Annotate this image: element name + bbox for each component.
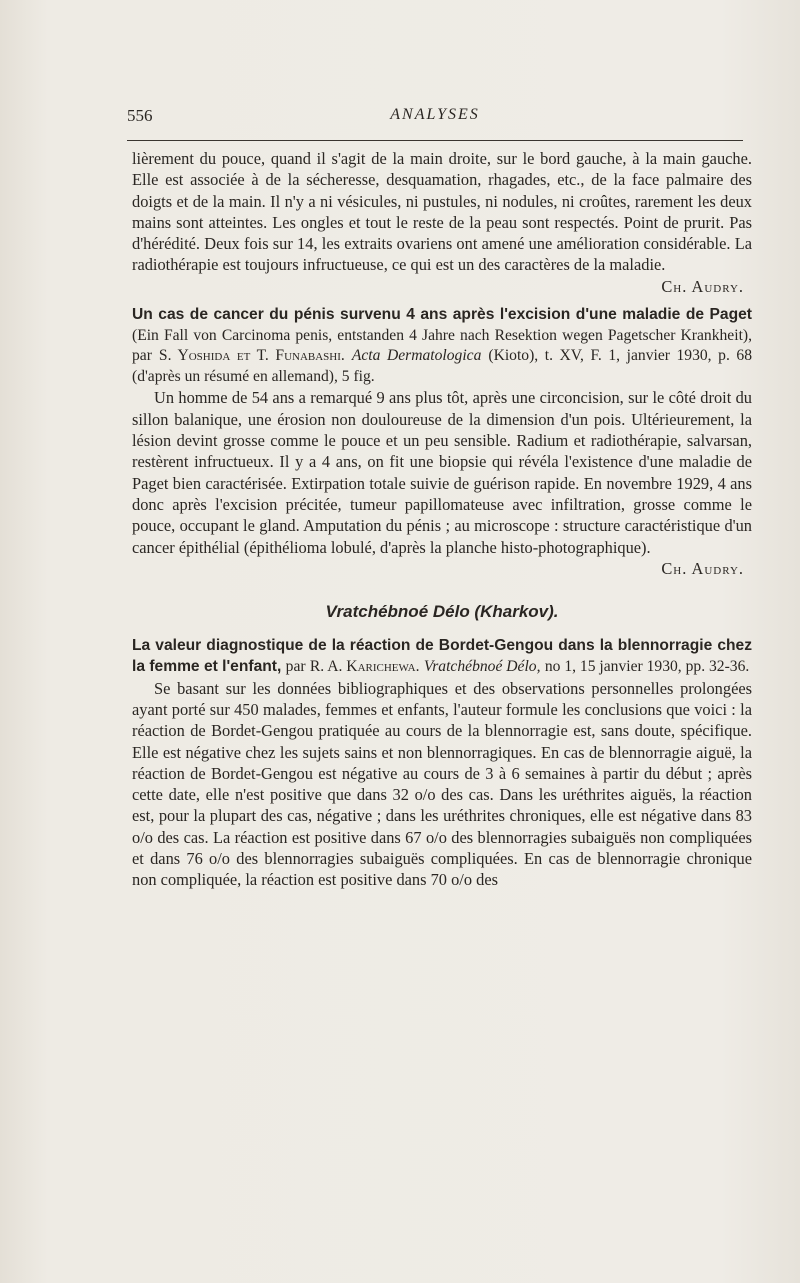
article1-title: Un cas de cancer du pénis survenu 4 ans après l'excision d'une maladie de Paget — [132, 306, 752, 324]
page-header — [127, 106, 743, 132]
article2-body: Se basant sur les données bibliographiques et des observations personnelles prolongées ayant porté sur 450 malades, femmes et enfants, l'auteur formule les conclusions que voici : la réaction de Bordet-Gengou pratiquée au cours de la blennorragie est, sans doute, spécifique. Elle est négative chez les sujets sains et non blennorragiques. En cas de blennorragie aiguë, la réaction de Bordet-Gengou est négative au cours de 3 à 6 semaines à partir du début ; après cette date, elle n'est positive que dans 32 o/o des cas. Dans les uréthrites aiguës, la réaction est, pour la plupart des cas, négative ; dans les uréthrites chroniques, elle est négative dans 83 o/o des cas. La réaction est positive dans 67 o/o des blennorragies subaiguës non compliquées et dans 76 o/o des blennorragies subaiguës compliquées. En cas de blennorragie chronique non compliquée, la réaction est positive dans 70 o/o des — [132, 678, 752, 890]
page-number: 556 — [127, 106, 153, 125]
article2-journal: Vratchébnoé Délo, — [423, 658, 541, 676]
article1-authors: S. Yoshida et T. Funabashi. — [158, 347, 345, 365]
continuation-paragraph: lièrement du pouce, quand il s'agit de la main droite, sur le bord gauche, à la main gauche. Elle est associée à de la sécheresse, desquamation, rhagades, etc., de la face palmaire des doigts et de la main. Il n'y a ni vésicules, ni pustules, ni nodules, ni croûtes, rarement les deux mains sont atteintes. Les ongles et tout le reste de la peau sont respectés. Point de prurit. Pas d'hérédité. Deux fois sur 14, les extraits ovariens ont amené une amélioration considérable. La radiothérapie est toujours infructueuse, ce qui est un des caractères de la maladie. — [132, 149, 752, 275]
article2-authors: R. A. Karichewa. — [309, 658, 420, 676]
article1-signature: Ch. Audry. — [661, 558, 744, 578]
article1-journal: Acta Dermatologica — [351, 347, 482, 365]
article2-title: La valeur diagnostique de la réaction de Bordet-Gengou dans la blennorragie chez la femme et l'enfant, — [132, 637, 752, 676]
continuation-signature: Ch. Audry. — [661, 276, 744, 296]
running-title: ANALYSES — [390, 106, 480, 123]
article2-heading — [132, 636, 752, 677]
article2-reference-b: no 1, 15 janvier 1930, pp. 32-36. — [544, 658, 750, 676]
section-title: Vratchébnoé Délo (Kharkov). — [325, 602, 559, 622]
article1-heading — [132, 305, 752, 387]
article1-reference-b: (Kioto), t. XV, F. 1, janvier 1930, p. 68 (d'après un résumé en allemand), 5 fig. — [132, 347, 752, 385]
article1-body: Un homme de 54 ans a remarqué 9 ans plus tôt, après une circoncision, sur le côté droit du sillon balanique, une érosion non douloureuse de la dimension d'un pois. Ultérieurement, la lésion devint grosse comme le pouce et un peu sensible. Radium et radiothérapie, salvarsan, restèrent infructueux. Il y a 4 ans, on fit une biopsie qui révéla l'existence d'une maladie de Paget bien caractérisée. Extirpation totale suivie de guérison rapide. En novembre 1929, 4 ans donc après l'excision précitée, tumeur papillomateuse avec infiltration, grosse comme le pouce, occupant le gland. Amputation du pénis ; au microscope : structure caractéristique d'un cancer épithélial (épithélioma lobulé, d'après la planche histo-photographique). — [132, 388, 752, 557]
header-rule — [127, 140, 743, 141]
article1-reference-a: (Ein Fall von Carcinoma penis, entstanden 4 Jahre nach Resektion wegen Pagetscher Krankheit), par — [132, 326, 752, 365]
article2-reference-a: par — [285, 658, 306, 676]
page-content — [132, 148, 752, 891]
